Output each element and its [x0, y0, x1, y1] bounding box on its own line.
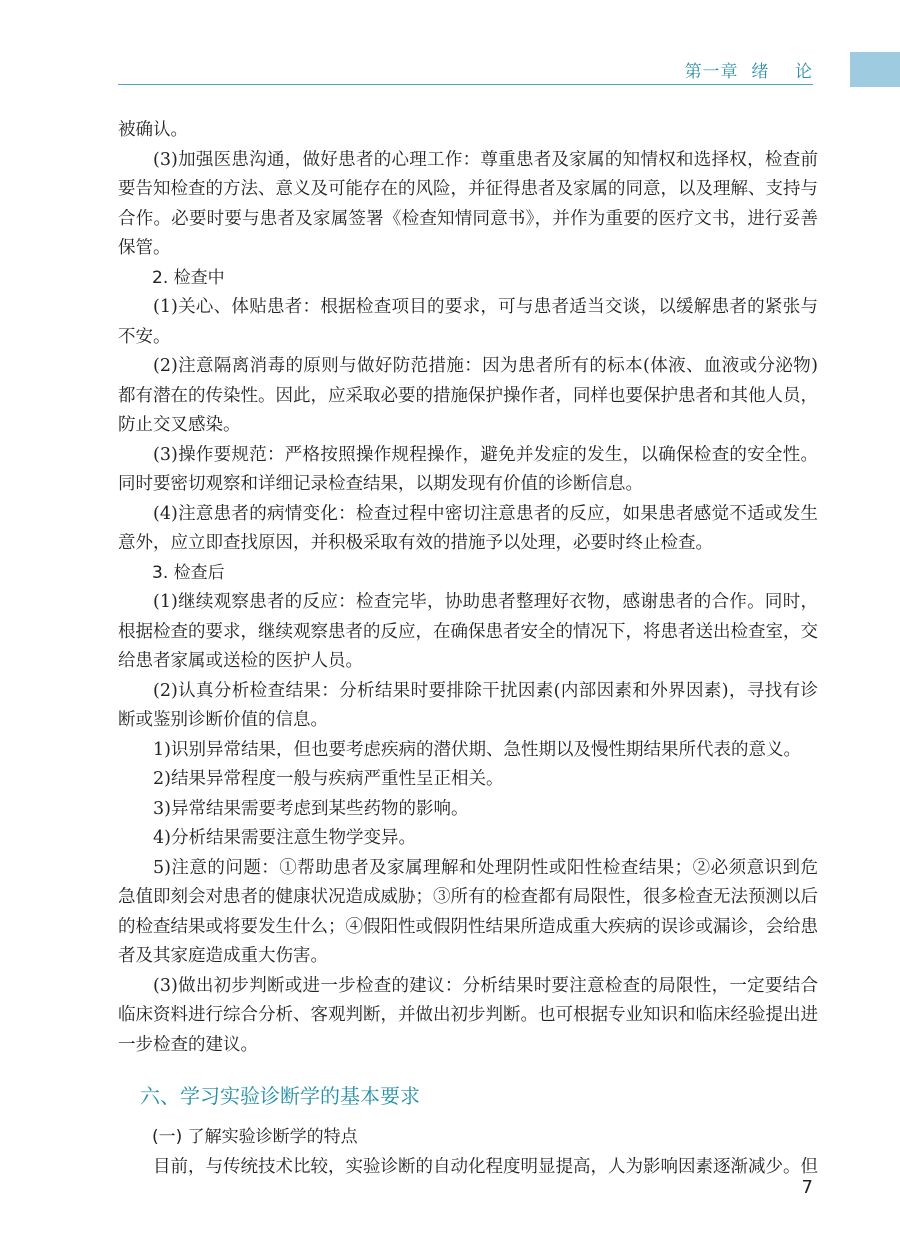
- paragraph: (3)操作要规范：严格按照操作规程操作，避免并发症的发生，以确保检查的安全性。同时要密切观察和详细记录检查结果，以期发现有价值的诊断信息。: [118, 444, 818, 494]
- paragraph: (2)认真分析检查结果：分析结果时要排除干扰因素(内部因素和外界因素)，寻找有诊断或鉴别诊断价值的信息。: [118, 680, 818, 730]
- paragraph: (2)注意隔离消毒的原则与做好防范措施：因为患者所有的标本(体液、血液或分泌物)都有潜在的传染性。因此，应采取必要的措施保护操作者，同样也要保护患者和其他人员，防止交叉感染。: [118, 356, 818, 435]
- page-body: [118, 116, 818, 1182]
- chapter-header: 第一章 绪 论: [684, 62, 813, 82]
- paragraph: (1)关心、体贴患者：根据检查项目的要求，可与患者适当交谈，以缓解患者的紧张与不安。: [118, 297, 818, 347]
- paragraph: (1)继续观察患者的反应：检查完毕，协助患者整理好衣物，感谢患者的合作。同时，根据检查的要求，继续观察患者的反应，在确保患者安全的情况下，将患者送出检查室，交给患者家属或送检的医护人员。: [118, 592, 818, 671]
- header-divider: [118, 84, 813, 85]
- paragraph: (3)做出初步判断或进一步检查的建议：分析结果时要注意检查的局限性，一定要结合临床资料进行综合分析、客观判断，并做出初步判断。也可根据专业知识和临床经验提出进一步检查的建议。: [118, 975, 818, 1055]
- paragraph: 被确认。: [118, 120, 188, 140]
- list-item: 1)识别异常结果，但也要考虑疾病的潜伏期、急性期以及慢性期结果所代表的意义。: [153, 739, 801, 760]
- list-item: 3)异常结果需要考虑到某些药物的影响。: [153, 798, 469, 819]
- paragraph: (3)加强医患沟通，做好患者的心理工作：尊重患者及家属的知情权和选择权，检查前要告知检查的方法、意义及可能存在的风险，并征得患者及家属的同意，以及理解、支持与合作。必要时要与患者及家属签署《检查知情同意书》，并作为重要的医疗文书，进行妥善保管。: [118, 149, 818, 258]
- paragraph: 目前，与传统技术比较，实验诊断的自动化程度明显提高，人为影响因素逐渐减少。但: [153, 1156, 818, 1177]
- list-item: 2)结果异常程度一般与疾病严重性呈正相关。: [153, 769, 504, 789]
- list-item: 4)分析结果需要注意生物学变异。: [153, 828, 416, 848]
- section-subtitle: (一) 了解实验诊断学的特点: [152, 1127, 358, 1147]
- page-number: 7: [801, 1177, 813, 1198]
- paragraph: (4)注意患者的病情变化：检查过程中密切注意患者的反应，如果患者感觉不适或发生意外，应立即查找原因，并积极采取有效的措施予以处理，必要时终止检查。: [118, 503, 818, 553]
- list-item: 5)注意的问题：①帮助患者及家属理解和处理阴性或阳性检查结果；②必须意识到危急值即刻会对患者的健康状况造成威胁；③所有的检查都有局限性，很多检查无法预测以后的检查结果或将要发生什么；④假阳性或假阴性结果所造成重大疾病的误诊或漏诊，会给患者及其家庭造成重大伤害。: [118, 857, 818, 966]
- subheading-after-exam: 3. 检查后: [152, 562, 225, 583]
- chapter-tab-marker: [850, 52, 900, 87]
- section-title: 六、学习实验诊断学的基本要求: [140, 1084, 420, 1108]
- subheading-during-exam: 2. 检查中: [152, 267, 225, 288]
